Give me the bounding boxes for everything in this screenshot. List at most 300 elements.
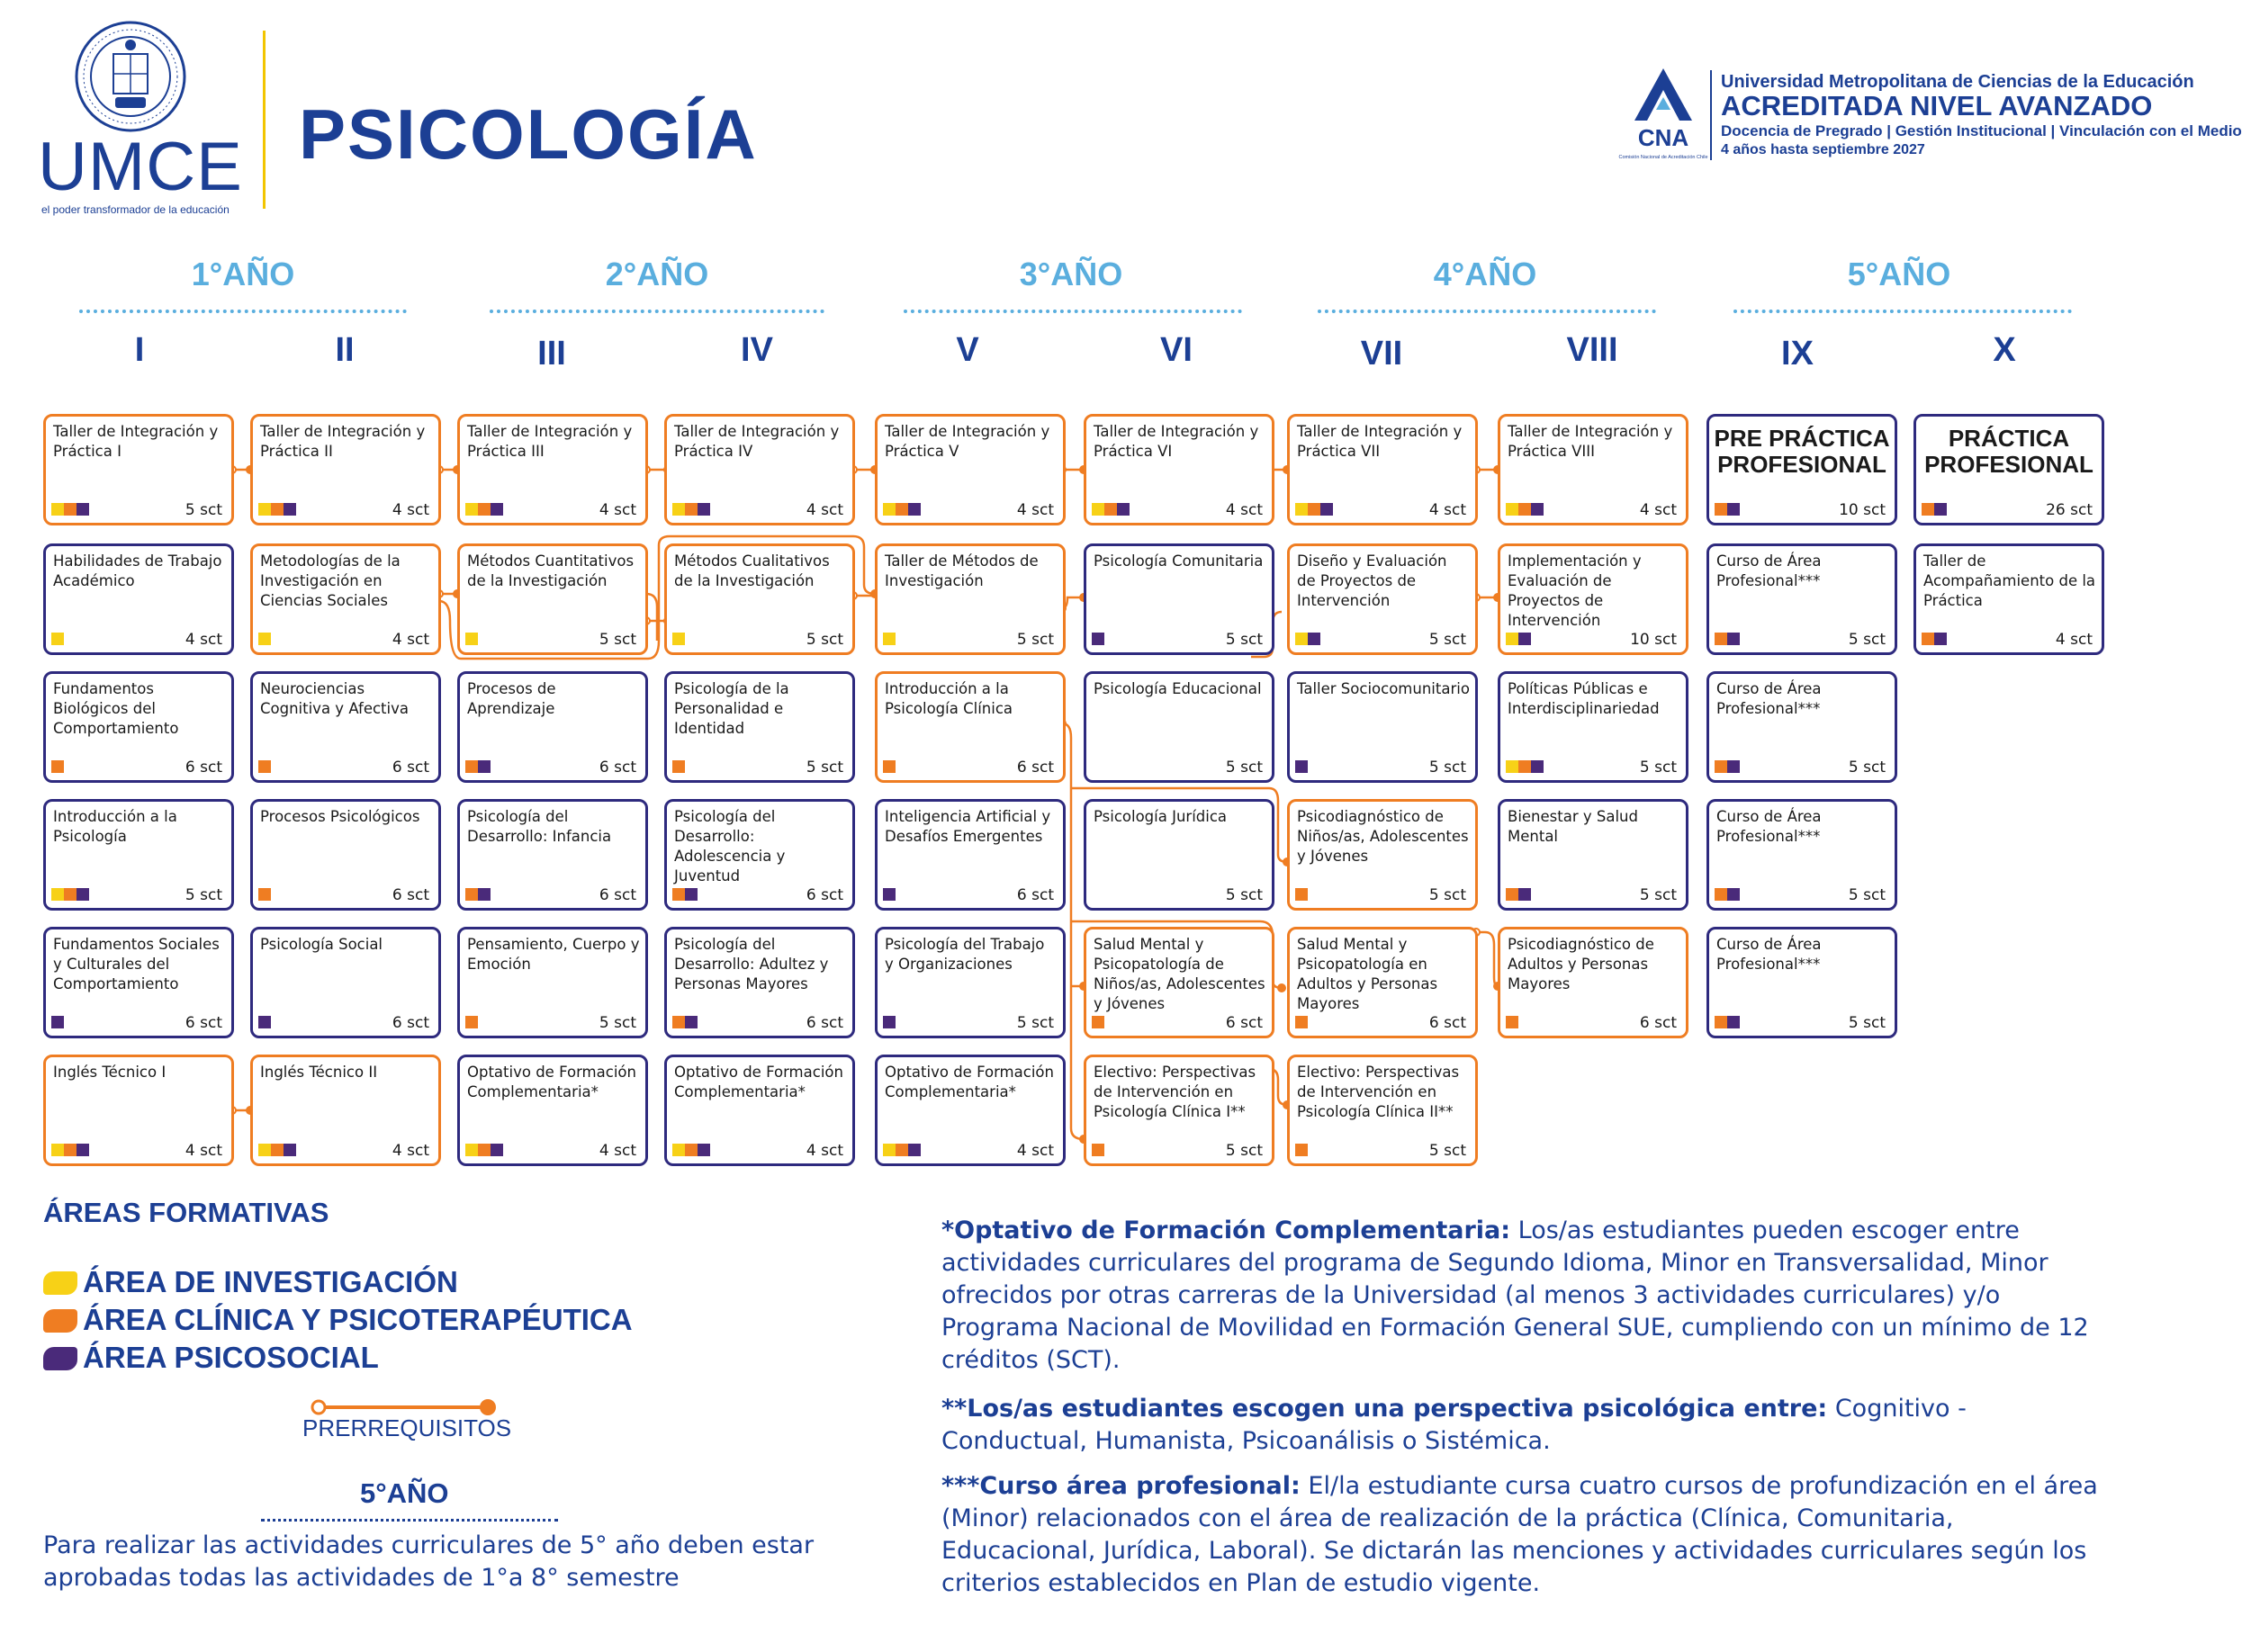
area-marker-icon [1922,633,1934,645]
area-marker-icon [1295,503,1308,516]
area-marker-icon [1506,633,1518,645]
area-marker-icon [1715,633,1727,645]
course-name: Taller de Métodos de Investigación [885,552,1039,589]
course-name: Taller de Acompañamiento de la Práctica [1923,552,2096,609]
area-marker-icon [1506,760,1518,773]
accreditation-areas: Docencia de Pregrado | Gestión Institucional | Vinculación con el Medio [1721,122,2242,139]
course-credits: 6 sct [1639,1014,1677,1032]
semester-label-10: X [1993,331,2016,369]
course-area-markers [465,1144,503,1156]
note-lead: ***Curso área profesional: [941,1472,1301,1500]
course-area-markers [883,1144,921,1156]
course-name: Taller de Integración y Práctica II [260,423,426,460]
area-marker-icon [685,1144,698,1156]
course-credits: 5 sct [1225,886,1263,904]
course-name: Introducción a la Psicología Clínica [885,680,1013,717]
course-name: Métodos Cuantitativos de la Investigación [467,552,635,589]
course-name: Psicología Educacional [1094,680,1262,697]
course-name: Políticas Públicas e Interdisciplinariedad [1508,680,1660,717]
course-area-markers [883,503,921,516]
course-card [1706,671,1897,783]
area-marker-icon [64,1144,77,1156]
fifth-year-note: Para realizar las actividades curriculares de 5° año deben estar aprobadas todas las actividades de 1°a 8° semestre [43,1531,815,1592]
area-marker-icon [1922,503,1934,516]
course-card [1287,543,1478,655]
note-optativo [941,1215,2102,1377]
course-credits: 6 sct [392,759,429,777]
course-credits: 5 sct [1848,631,1886,649]
area-marker-icon [1727,760,1740,773]
course-name: Procesos de Aprendizaje [467,680,556,717]
course-credits: 6 sct [392,886,429,904]
course-area-markers [1922,503,1947,516]
accreditation-level: ACREDITADA NIVEL AVANZADO [1721,90,2153,121]
course-area-markers [1506,760,1544,773]
area-marker-icon [1715,888,1727,901]
course-card [875,671,1066,783]
semester-label-3: III [537,335,566,373]
course-credits: 4 sct [392,1142,429,1160]
area-marker-icon [1727,633,1740,645]
course-card [1287,1055,1478,1166]
area-marker-icon [1715,1016,1727,1028]
semester-label-9: IX [1781,335,1814,373]
note-lead: *Optativo de Formación Complementaria: [941,1217,1511,1244]
course-credits: 6 sct [806,1014,843,1032]
course-name: Taller de Integración y Práctica IV [674,423,840,460]
course-name: Electivo: Perspectivas de Intervención en Psicología Clínica I** [1094,1064,1256,1120]
area-marker-icon [1308,633,1320,645]
yellow-swatch-icon [43,1271,77,1295]
course-card [457,1055,648,1166]
area-marker-icon [64,503,77,516]
course-area-markers [1506,1016,1518,1028]
area-marker-icon [883,633,896,645]
course-card [1913,543,2104,655]
area-marker-icon [1506,503,1518,516]
area-marker-icon [258,760,271,773]
course-card [1913,414,2104,525]
course-area-markers [1715,633,1740,645]
course-name: Taller de Integración y Práctica III [467,423,633,460]
course-credits: 5 sct [1428,886,1466,904]
area-marker-icon [1308,503,1320,516]
area-marker-icon [1092,633,1104,645]
course-name: Curso de Área Profesional*** [1716,552,1822,589]
legend-label: ÁREA DE INVESTIGACIÓN [83,1265,458,1298]
course-name: Procesos Psicológicos [260,808,420,825]
umce-tagline: el poder transformador de la educación [41,203,230,216]
area-marker-icon [258,633,271,645]
course-card [875,1055,1066,1166]
course-card [1084,414,1274,525]
area-marker-icon [77,1144,89,1156]
area-marker-icon [1295,1144,1308,1156]
area-marker-icon [1531,503,1544,516]
area-marker-icon [465,1016,478,1028]
note-text: Cognitivo - Conductual, Humanista, Psicoanálisis o Sistémica. [941,1395,1967,1455]
course-name: Curso de Área Profesional*** [1716,808,1822,845]
area-marker-icon [883,888,896,901]
course-card [1084,1055,1274,1166]
course-name: Psicodiagnóstico de Adultos y Personas Mayores [1508,936,1654,992]
course-name: Pensamiento, Cuerpo y Emoción [467,936,640,973]
course-credits: 4 sct [1225,501,1263,519]
course-name: Taller Sociocomunitario [1297,680,1470,697]
course-area-markers [51,888,89,901]
course-credits: 6 sct [1225,1014,1263,1032]
course-credits: 5 sct [1428,631,1466,649]
area-marker-icon [258,1144,271,1156]
course-name: Electivo: Perspectivas de Intervención en Psicología Clínica II** [1297,1064,1460,1120]
course-area-markers [51,503,89,516]
area-marker-icon [883,1016,896,1028]
course-area-markers [465,760,491,773]
course-name: Psicología del Desarrollo: Infancia [467,808,612,845]
area-marker-icon [1092,1016,1104,1028]
course-area-markers [1092,503,1130,516]
course-area-markers [883,1016,896,1028]
course-card [457,414,648,525]
course-name: Psicología del Desarrollo: Adolescencia y Juventud [674,808,786,884]
course-area-markers [883,760,896,773]
course-name: Inglés Técnico I [53,1064,167,1081]
course-card [1706,414,1897,525]
course-credits: 4 sct [392,631,429,649]
area-marker-icon [258,888,271,901]
course-card [250,927,441,1038]
note-text: Los/as estudiantes pueden escoger entre actividades curriculares del programa de Segundo Idioma, Minor en Transversalidad, Minor ofrecidos por otras carreras de la Universidad (al menos 3 actividades curriculares) y/o Programa Nacional de Movilidad en Formación General SUE, cumpliendo con un mínimo de 12 créditos (SCT). [941,1217,2089,1374]
area-marker-icon [1727,888,1740,901]
area-marker-icon [465,760,478,773]
course-credits: 5 sct [806,631,843,649]
course-credits: 5 sct [1016,1014,1054,1032]
course-card [1706,799,1897,911]
course-name: Taller de Integración y Práctica V [885,423,1050,460]
course-card [457,799,648,911]
course-credits: 6 sct [1016,759,1054,777]
course-name: Taller de Integración y Práctica VII [1297,423,1463,460]
course-area-markers [1715,1016,1740,1028]
area-marker-icon [883,760,896,773]
course-area-markers [1295,633,1320,645]
area-marker-icon [478,503,491,516]
semester-label-2: II [335,331,355,369]
area-marker-icon [51,1144,64,1156]
area-marker-icon [1727,503,1740,516]
course-name: Psicología Social [260,936,383,953]
course-credits: 4 sct [1428,501,1466,519]
legend-item-clinica [43,1303,633,1337]
course-name: Curso de Área Profesional*** [1716,680,1822,717]
area-marker-icon [1117,503,1130,516]
year-1-label: 1°AÑO [191,256,295,292]
course-area-markers [1295,1144,1308,1156]
area-marker-icon [1092,503,1104,516]
semester-label-8: VIII [1566,331,1618,369]
year-4-label: 4°AÑO [1433,256,1537,292]
course-name: Inteligencia Artificial y Desafíos Emergentes [885,808,1051,845]
course-card [43,799,234,911]
course-credits: 5 sct [185,501,222,519]
fifth-year-divider [261,1519,558,1522]
course-name: Habilidades de Trabajo Académico [53,552,222,589]
prerequisite-legend-icon [310,1398,499,1416]
legend-item-investigacion [43,1265,458,1299]
area-marker-icon [672,633,685,645]
course-card [664,671,855,783]
course-credits: 5 sct [1225,631,1263,649]
course-area-markers [1922,633,1947,645]
area-marker-icon [491,503,503,516]
course-name: Metodologías de la Investigación en Ciencias Sociales [260,552,401,609]
course-credits: 6 sct [599,886,636,904]
course-area-markers [465,888,491,901]
area-marker-icon [685,503,698,516]
course-credits: 6 sct [599,759,636,777]
course-area-markers [1715,888,1740,901]
course-credits: 10 sct [1839,501,1886,519]
area-marker-icon [1506,1016,1518,1028]
course-area-markers [258,633,271,645]
course-name: Curso de Área Profesional*** [1716,936,1822,973]
course-card [1498,799,1688,911]
course-credits: 5 sct [1428,1142,1466,1160]
course-name: Fundamentos Sociales y Culturales del Comportamiento [53,936,220,992]
course-area-markers [1092,1144,1104,1156]
course-area-markers [258,1144,296,1156]
course-credits: 4 sct [806,501,843,519]
course-name: Bienestar y Salud Mental [1508,808,1638,845]
area-marker-icon [685,888,698,901]
course-area-markers [1295,760,1308,773]
area-marker-icon [1518,503,1531,516]
course-card [664,1055,855,1166]
course-card [457,927,648,1038]
area-marker-icon [1518,633,1531,645]
area-marker-icon [51,888,64,901]
area-marker-icon [1934,503,1947,516]
course-credits: 4 sct [1016,501,1054,519]
area-marker-icon [672,888,685,901]
course-area-markers [672,1144,710,1156]
area-marker-icon [1295,633,1308,645]
course-card [250,543,441,655]
area-marker-icon [465,1144,478,1156]
course-area-markers [51,633,64,645]
course-card [664,799,855,911]
course-credits: 5 sct [1225,1142,1263,1160]
page-title: PSICOLOGÍA [299,94,758,174]
area-marker-icon [51,633,64,645]
course-name: Fundamentos Biológicos del Comportamiento [53,680,179,737]
purple-swatch-icon [43,1347,77,1370]
area-marker-icon [64,888,77,901]
area-marker-icon [271,503,284,516]
course-credits: 6 sct [185,1014,222,1032]
course-name: Introducción a la Psicología [53,808,177,845]
course-card [43,414,234,525]
year-5-label: 5°AÑO [1847,256,1951,292]
note-curso-area [941,1470,2102,1600]
course-area-markers [1092,1016,1104,1028]
prerequisite-legend-label: PRERREQUISITOS [302,1414,512,1441]
accreditation-period: 4 años hasta septiembre 2027 [1721,142,1925,157]
course-card [250,1055,441,1166]
note-electivo [941,1393,2102,1458]
course-card [43,927,234,1038]
course-credits: 5 sct [1639,759,1677,777]
course-name: Diseño y Evaluación de Proyectos de Intervención [1297,552,1447,609]
area-marker-icon [258,503,271,516]
area-marker-icon [672,1144,685,1156]
course-name: Neurociencias Cognitiva y Afectiva [260,680,409,717]
semester-label-6: VI [1160,331,1193,369]
course-name: Optativo de Formación Complementaria* [885,1064,1054,1100]
course-card [1706,543,1897,655]
course-area-markers [1506,888,1531,901]
course-card [1287,799,1478,911]
course-card [1084,543,1274,655]
area-marker-icon [672,1016,685,1028]
course-credits: 5 sct [806,759,843,777]
legend-item-psicosocial [43,1341,379,1375]
course-card [250,671,441,783]
course-name: Optativo de Formación Complementaria* [674,1064,843,1100]
course-card [457,543,648,655]
course-card [1084,799,1274,911]
course-name: Psicología Jurídica [1094,808,1228,825]
area-marker-icon [685,1016,698,1028]
course-credits: 4 sct [1016,1142,1054,1160]
course-area-markers [258,503,296,516]
course-name: Taller de Integración y Práctica I [53,423,219,460]
area-marker-icon [77,888,89,901]
cna-acronym: CNA [1637,124,1689,151]
area-marker-icon [908,503,921,516]
course-name: Métodos Cualitativos de la Investigación [674,552,830,589]
area-marker-icon [1295,888,1308,901]
course-area-markers [258,760,271,773]
area-marker-icon [465,503,478,516]
course-area-markers [51,1144,89,1156]
course-area-markers [258,888,271,901]
course-name: PRÁCTICA PROFESIONAL [1924,425,2093,478]
course-card [1498,543,1688,655]
accreditation-university: Universidad Metropolitana de Ciencias de la Educación [1721,72,2194,92]
course-name: Implementación y Evaluación de Proyectos de Intervención [1508,552,1642,629]
area-marker-icon [478,1144,491,1156]
area-marker-icon [1531,760,1544,773]
course-area-markers [672,888,698,901]
course-card [1084,927,1274,1038]
course-credits: 6 sct [185,759,222,777]
area-marker-icon [1104,503,1117,516]
course-card [457,671,648,783]
area-marker-icon [883,503,896,516]
course-credits: 5 sct [599,1014,636,1032]
course-card [664,414,855,525]
course-card [1287,927,1478,1038]
area-marker-icon [478,760,491,773]
course-area-markers [51,1016,64,1028]
area-marker-icon [1715,760,1727,773]
course-area-markers [672,503,710,516]
area-marker-icon [258,1016,271,1028]
course-card [250,799,441,911]
area-marker-icon [1320,503,1333,516]
course-card [875,543,1066,655]
course-area-markers [1295,888,1308,901]
year-3-label: 3°AÑO [1019,256,1123,292]
course-area-markers [1506,633,1531,645]
course-area-markers [883,633,896,645]
course-credits: 4 sct [2055,631,2093,649]
area-marker-icon [478,888,491,901]
course-credits: 4 sct [599,501,636,519]
course-card [1498,414,1688,525]
area-marker-icon [284,1144,296,1156]
umce-wordmark: UMCE [38,129,243,205]
course-credits: 10 sct [1630,631,1677,649]
course-credits: 5 sct [1848,886,1886,904]
orange-swatch-icon [43,1309,77,1333]
course-credits: 6 sct [1428,1014,1466,1032]
area-marker-icon [896,503,908,516]
course-area-markers [672,760,685,773]
course-name: Optativo de Formación Complementaria* [467,1064,636,1100]
course-area-markers [1092,633,1104,645]
course-name: Salud Mental y Psicopatología en Adultos y Personas Mayores [1297,936,1438,1012]
course-credits: 5 sct [1848,759,1886,777]
area-marker-icon [465,633,478,645]
course-credits: 4 sct [806,1142,843,1160]
course-credits: 4 sct [1639,501,1677,519]
area-marker-icon [271,1144,284,1156]
course-card [43,1055,234,1166]
course-card [1498,671,1688,783]
area-marker-icon [284,503,296,516]
area-marker-icon [465,888,478,901]
semester-label-1: I [134,331,145,369]
semester-label-7: VII [1360,335,1403,373]
course-credits: 4 sct [185,1142,222,1160]
area-marker-icon [896,1144,908,1156]
fifth-year-title: 5°AÑO [360,1477,449,1509]
course-card [664,543,855,655]
course-credits: 4 sct [185,631,222,649]
course-credits: 5 sct [185,886,222,904]
course-credits: 5 sct [1428,759,1466,777]
area-marker-icon [908,1144,921,1156]
course-credits: 5 sct [1639,886,1677,904]
legend-label: ÁREA CLÍNICA Y PSICOTERAPÉUTICA [83,1303,633,1336]
course-name: Taller de Integración y Práctica VIII [1508,423,1673,460]
course-card [875,414,1066,525]
semester-label-5: V [956,331,979,369]
area-marker-icon [1715,503,1727,516]
course-card [250,414,441,525]
course-name: Inglés Técnico II [260,1064,378,1081]
area-marker-icon [1092,1144,1104,1156]
course-name: Taller de Integración y Práctica VI [1094,423,1259,460]
course-card [875,927,1066,1038]
course-area-markers [258,1016,271,1028]
cna-full-name: Comisión Nacional de Acreditación Chile [1618,155,1708,160]
course-area-markers [672,633,685,645]
course-card [875,799,1066,911]
course-card [43,543,234,655]
